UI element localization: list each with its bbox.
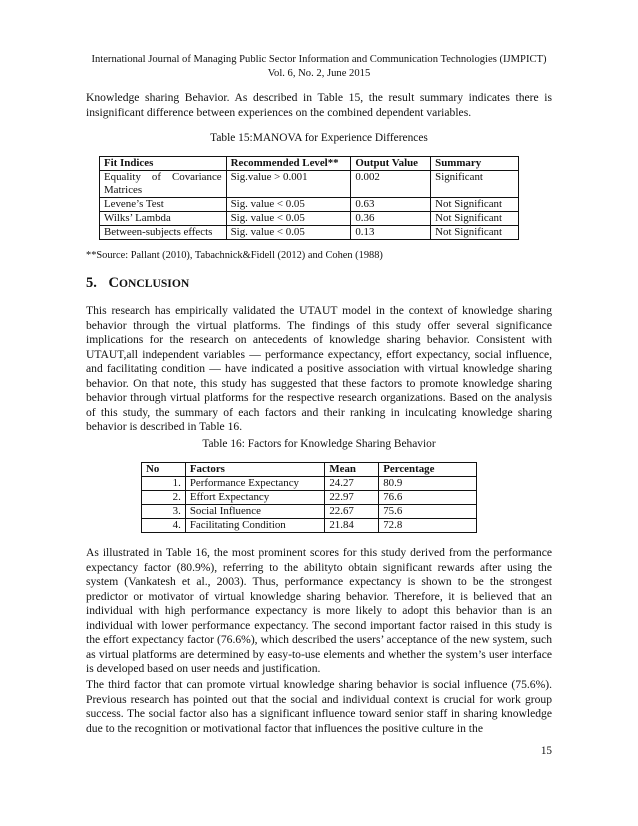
table16-cell: Effort Expectancy [185, 491, 325, 505]
table15-cell: 0.002 [351, 171, 431, 198]
table16-cell: Performance Expectancy [185, 477, 325, 491]
table15-cell: Between-subjects effects [100, 226, 227, 240]
table16-header-cell: Factors [185, 463, 325, 477]
table15-header-cell: Fit Indices [100, 157, 227, 171]
table15-cell: Sig. value < 0.05 [226, 212, 351, 226]
table-row [142, 491, 477, 505]
section-title-rest: ONCLUSION [118, 277, 190, 290]
table-row [142, 519, 477, 533]
section-number: 5. [86, 275, 97, 291]
table15-cell: Not Significant [431, 212, 519, 226]
table16-header-cell: Mean [325, 463, 379, 477]
table15-cell: 0.36 [351, 212, 431, 226]
table15-caption: Table 15:MANOVA for Experience Differences [210, 132, 428, 144]
table16-header-row [142, 463, 477, 477]
table16-cell: Facilitating Condition [185, 519, 325, 533]
table-16 [141, 462, 477, 533]
table15-header-cell: Output Value [351, 157, 431, 171]
table16-cell: 21.84 [325, 519, 379, 533]
section-heading [86, 274, 189, 293]
table16-header-cell: Percentage [379, 463, 477, 477]
page-header [60, 53, 578, 81]
section-title-initial: C [108, 275, 119, 291]
table15-cell: 0.63 [351, 198, 431, 212]
table16-cell: 2. [142, 491, 186, 505]
table15-cell: Wilks’ Lambda [100, 212, 227, 226]
table16-header-cell: No [142, 463, 186, 477]
section-title [109, 275, 190, 291]
discussion-paragraph-2: The third factor that can promote virtual knowledge sharing behavior is social influence (75.6%). Previous research has pointed out that the social and individual context is crucial for work group success. The social factor also has a significant influence toward senior staff in sharing knowledge due to the recognition or motivational factor that influences the positive culture in the [86, 678, 552, 735]
conclusion-paragraph: This research has empirically validated the UTAUT model in the context of knowledge sharing behavior through the virtual platforms. The findings of this study offer several significance implications for the research on antecedents of knowledge sharing behavior. Consistent with UTAUT,all independent variables — performance expectancy, effort expectancy, social influence, and facilitating condition — have indicated a positive association with virtual knowledge sharing behavior. On that note, this study has suggested that these factors to promote knowledge sharing behavior through virtual platforms for the respective research organizations. Based on the analysis of this study, the summary of each factors and their ranking in inculcating knowledge sharing behavior is described in Table 16. [86, 304, 552, 433]
table15-cell: Not Significant [431, 198, 519, 212]
table16-cell: 76.6 [379, 491, 477, 505]
table16-cell: Social Influence [185, 505, 325, 519]
table16-cell: 72.8 [379, 519, 477, 533]
table15-cell: Sig.value > 0.001 [226, 171, 351, 198]
table16-cell: 24.27 [325, 477, 379, 491]
table15-cell: 0.13 [351, 226, 431, 240]
table16-cell: 75.6 [379, 505, 477, 519]
journal-volume: Vol. 6, No. 2, June 2015 [267, 68, 371, 79]
table-row [100, 212, 519, 226]
page-number: 15 [540, 745, 552, 757]
table15-cell: Equality of Covariance Matrices [100, 171, 227, 198]
table-row [100, 171, 519, 198]
table15-cell: Significant [431, 171, 519, 198]
table-row [142, 477, 477, 491]
table-row [100, 198, 519, 212]
table15-cell: Levene’s Test [100, 198, 227, 212]
source-note: **Source: Pallant (2010), Tabachnick&Fidell (2012) and Cohen (1988) [86, 250, 383, 261]
table16-cell: 3. [142, 505, 186, 519]
table16-cell: 4. [142, 519, 186, 533]
table16-caption: Table 16: Factors for Knowledge Sharing Behavior [202, 438, 436, 450]
table15-header-cell: Summary [431, 157, 519, 171]
table15-cell: Sig. value < 0.05 [226, 226, 351, 240]
table15-header-cell: Recommended Level** [226, 157, 351, 171]
intro-paragraph: Knowledge sharing Behavior. As described in Table 15, the result summary indicates there is insignificant difference between experiences on the combined dependent variables. [86, 91, 552, 119]
table15-cell: Sig. value < 0.05 [226, 198, 351, 212]
table16-cell: 22.97 [325, 491, 379, 505]
table15-header-row [100, 157, 519, 171]
table16-cell: 1. [142, 477, 186, 491]
table16-cell: 22.67 [325, 505, 379, 519]
discussion-paragraph-1: As illustrated in Table 16, the most prominent scores for this study derived from the performance expectancy factor (80.9%), referring to the abilityto obtain significant rewards after using the system (Vankatesh et al., 2003). Thus, performance expectancy is shown to be the strongest predictor or motivator of virtual knowledge sharing behavior. Therefore, it is believed that an individual with high performance expectancy is more likely to adopt this behavior than is an individual with lower performance expectancy. The second important factor raised in this study is the effort expectancy factor (76.6%), which described the users’ acceptance of the new system, such as virtual platforms are determined by easy-to-use elements and whether the system’s user interface is developed based on user needs and justification. [86, 546, 552, 675]
table16-cell: 80.9 [379, 477, 477, 491]
journal-title: International Journal of Managing Public Sector Information and Communication Technologies (IJMPICT) [91, 54, 547, 65]
table-row [142, 505, 477, 519]
table15-cell: Not Significant [431, 226, 519, 240]
table-15 [99, 156, 519, 240]
table-row [100, 226, 519, 240]
